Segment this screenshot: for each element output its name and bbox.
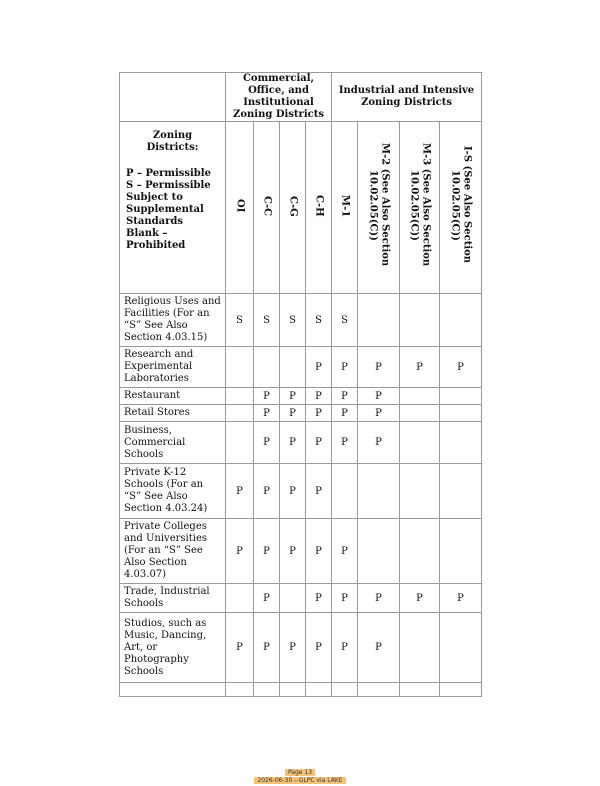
permission-cell [400, 683, 440, 697]
table-row [120, 388, 482, 405]
table-row [120, 613, 482, 683]
permission-cell: P [306, 405, 332, 422]
permission-cell: P [306, 388, 332, 405]
permission-cell: P [254, 613, 280, 683]
use-name: Business, Commercial Schools [120, 422, 226, 464]
permission-cell: P [440, 584, 482, 613]
permission-cell: S [332, 294, 358, 347]
page-number-label: Page 13 [285, 769, 315, 776]
permission-cell: P [400, 347, 440, 388]
print-stamp [0, 767, 600, 786]
permission-cell: P [332, 519, 358, 584]
permission-cell: P [306, 347, 332, 388]
permission-cell [400, 519, 440, 584]
permission-cell [358, 294, 400, 347]
district-i-s: I-S (See Also Section 10.02.05(C)) [449, 146, 473, 264]
permission-cell [440, 464, 482, 519]
permission-cell [332, 464, 358, 519]
legend-prohibited: Blank – Prohibited [126, 228, 186, 251]
group-header-row [120, 73, 482, 122]
permission-cell: P [226, 519, 254, 584]
use-name: Studios, such as Music, Dancing, Art, or Photography Schools [120, 613, 226, 683]
permission-cell: P [332, 347, 358, 388]
permission-cell: P [440, 347, 482, 388]
district-c-c: C-C [261, 195, 273, 217]
district-m-1: M-1 [339, 194, 351, 218]
use-rows [120, 294, 482, 697]
permission-cell: S [226, 294, 254, 347]
permission-cell: P [280, 519, 306, 584]
use-name: Private Colleges and Universities (For an “S” See Also Section 4.03.07) [120, 519, 226, 584]
table-row [120, 294, 482, 347]
corner-cell [120, 73, 226, 122]
permission-cell: P [280, 388, 306, 405]
permission-cell [358, 683, 400, 697]
permission-cell: P [254, 422, 280, 464]
table-row [120, 422, 482, 464]
permission-cell: P [280, 464, 306, 519]
permission-cell [400, 464, 440, 519]
permission-cell: S [306, 294, 332, 347]
permission-cell: P [358, 388, 400, 405]
table-row [120, 347, 482, 388]
permission-cell: P [306, 519, 332, 584]
permission-cell: P [332, 422, 358, 464]
permission-cell [280, 584, 306, 613]
table-row [120, 519, 482, 584]
permission-cell [440, 683, 482, 697]
permission-cell: P [358, 613, 400, 683]
legend-cell [120, 122, 226, 294]
permission-cell: P [306, 464, 332, 519]
permission-cell [280, 683, 306, 697]
legend-permissible: P – Permissible [126, 168, 211, 179]
permission-cell [400, 422, 440, 464]
permission-cell: P [358, 347, 400, 388]
print-stamp-label: 2026-06-30 --GLPC via LAKE [254, 777, 345, 784]
permission-cell: P [280, 405, 306, 422]
permission-cell: P [332, 613, 358, 683]
permission-cell: S [254, 294, 280, 347]
permission-cell [226, 422, 254, 464]
permission-cell [226, 405, 254, 422]
permission-cell [226, 347, 254, 388]
use-name: Retail Stores [120, 405, 226, 422]
permission-cell: P [306, 613, 332, 683]
use-name: Trade, Industrial Schools [120, 584, 226, 613]
permission-cell [440, 422, 482, 464]
permission-cell [306, 683, 332, 697]
table-row [120, 464, 482, 519]
permission-cell [226, 388, 254, 405]
table-row [120, 584, 482, 613]
district-m-2: M-2 (See Also Section 10.02.05(C)) [367, 143, 391, 267]
use-name: Religious Uses and Facilities (For an “S” See Also Section 4.03.15) [120, 294, 226, 347]
permission-cell: P [332, 405, 358, 422]
permission-cell [440, 294, 482, 347]
permission-cell: P [358, 584, 400, 613]
table-row [120, 683, 482, 697]
permission-cell: P [254, 584, 280, 613]
permission-cell: P [358, 422, 400, 464]
permission-cell [440, 405, 482, 422]
permission-cell: P [254, 519, 280, 584]
permission-cell: P [254, 388, 280, 405]
permission-cell: P [358, 405, 400, 422]
legend-title: Zoning Districts: [146, 130, 199, 153]
permission-cell: P [400, 584, 440, 613]
permission-cell [280, 347, 306, 388]
permission-cell [226, 683, 254, 697]
permission-cell: P [306, 422, 332, 464]
table-row [120, 405, 482, 422]
district-m-3: M-3 (See Also Section 10.02.05(C)) [408, 143, 432, 267]
use-name: Research and Experimental Laboratories [120, 347, 226, 388]
permission-cell: P [280, 613, 306, 683]
permission-cell [226, 584, 254, 613]
permission-cell [254, 683, 280, 697]
use-name: Private K-12 Schools (For an “S” See Also Section 4.03.24) [120, 464, 226, 519]
legend-supplemental: S – Permissible Subject to Supplemental Standards [126, 180, 211, 227]
use-name: Restaurant [120, 388, 226, 405]
industrial-group-header: Industrial and Intensive Zoning Districts [332, 73, 482, 122]
permission-cell [358, 519, 400, 584]
permission-cell: S [280, 294, 306, 347]
use-name [120, 683, 226, 697]
permission-cell [400, 405, 440, 422]
commercial-group-header: Commercial, Office, and Institutional Zoning Districts [226, 73, 332, 122]
district-oi: OI [234, 199, 246, 213]
permission-cell: P [332, 388, 358, 405]
permission-cell [440, 388, 482, 405]
permission-cell [358, 464, 400, 519]
permission-cell: P [226, 464, 254, 519]
permission-cell [440, 519, 482, 584]
district-header-row [120, 122, 482, 294]
permission-cell: P [332, 584, 358, 613]
permission-cell [254, 347, 280, 388]
permission-cell: P [254, 464, 280, 519]
permission-cell: P [254, 405, 280, 422]
permission-cell: P [226, 613, 254, 683]
permission-cell [400, 613, 440, 683]
district-c-h: C-H [313, 195, 325, 217]
permission-cell: P [280, 422, 306, 464]
permission-cell [440, 613, 482, 683]
permission-cell [332, 683, 358, 697]
permission-cell [400, 388, 440, 405]
permission-cell: P [306, 584, 332, 613]
permission-cell [400, 294, 440, 347]
district-c-g: C-G [287, 195, 299, 217]
zoning-table [119, 72, 482, 697]
